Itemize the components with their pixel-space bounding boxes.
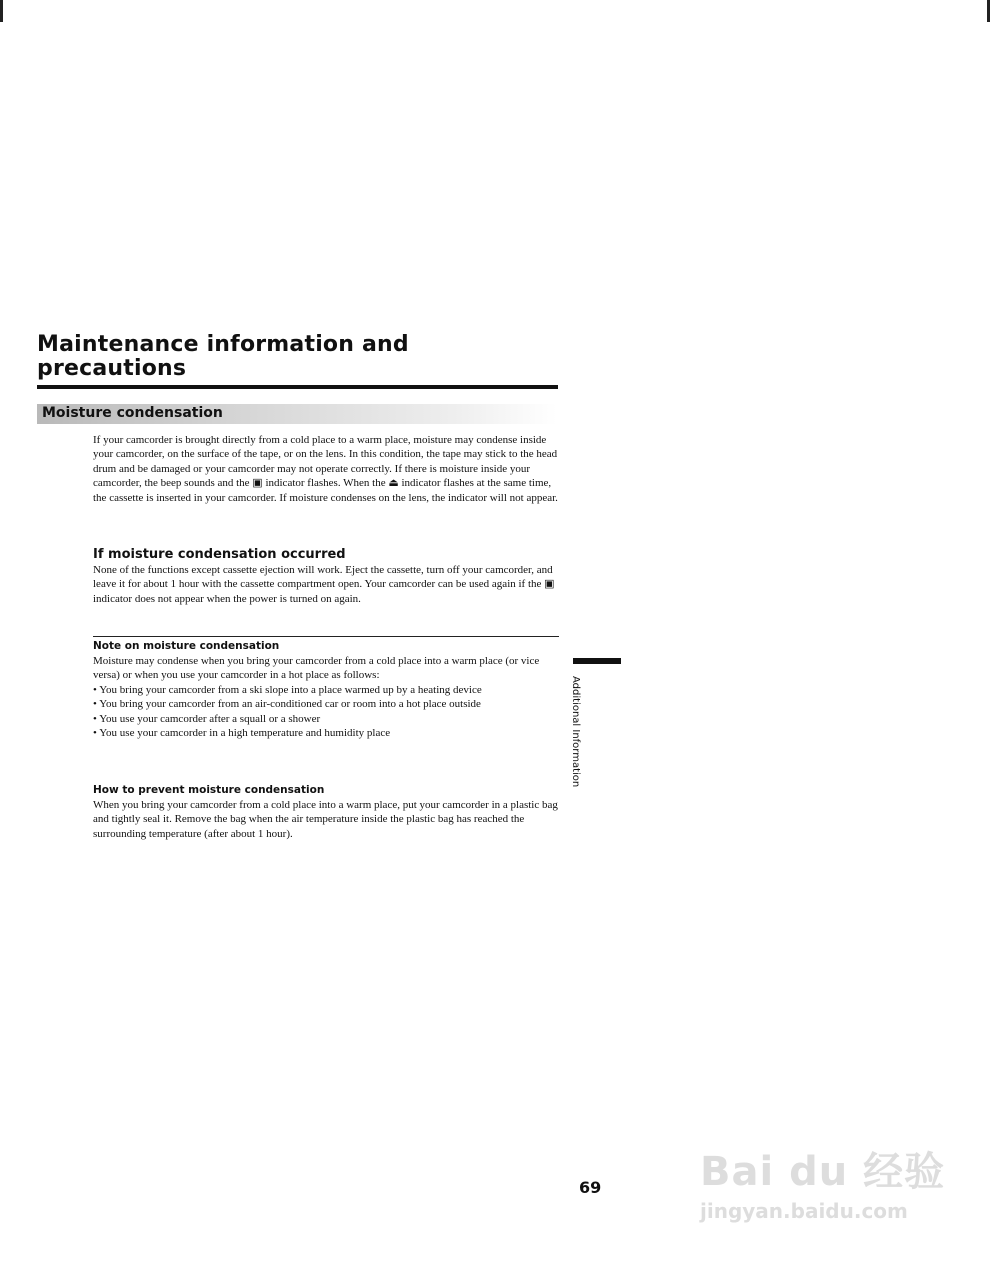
prevent-heading: How to prevent moisture condensation	[93, 784, 325, 796]
list-item: • You bring your camcorder from an air-conditioned car or room into a hot place outside	[93, 698, 481, 711]
list-item: • You bring your camcorder from a ski slope into a place warmed up by a heating device	[93, 683, 482, 696]
page-title	[37, 333, 409, 381]
watermark-url: jingyan.baidu.com	[700, 1199, 908, 1223]
note-rule	[93, 636, 559, 637]
side-tab-label: Additional Information	[570, 676, 581, 788]
note-body	[93, 654, 563, 740]
title-line: precautions	[37, 356, 187, 381]
watermark-brand: Bai du 经验	[700, 1149, 946, 1195]
side-tab-marker	[573, 658, 621, 664]
intro-paragraph: If your camcorder is brought directly from a cold place to a warm place, moisture may condense inside your camcorder, on the surface of the tape, or on the lens. In this condition, the tape may stick to the head drum and be damaged or your camcorder may not operate correctly. If there is moisture inside your camcorder, the beep sounds and the ▣ indicator flashes. When the ⏏ indicator flashes at the same time, the cassette is inserted in your camcorder. If moisture condenses on the lens, the indicator will not appear.	[93, 434, 558, 504]
list-item: • You use your camcorder in a high temperature and humidity place	[93, 727, 391, 740]
title-line: Maintenance information and	[37, 332, 409, 357]
list-item: • You use your camcorder after a squall or a shower	[93, 712, 321, 725]
scan-edge	[0, 0, 3, 22]
note-list	[93, 683, 563, 741]
watermark-logo	[700, 1140, 945, 1223]
prevent-paragraph: When you bring your camcorder from a cold place into a warm place, put your camcorder in a plastic bag and tightly seal it. Remove the bag when the air temperature inside the plastic bag has reached the surrounding temperature (after about 1 hour).	[93, 799, 558, 840]
occurred-paragraph: None of the functions except cassette ejection will work. Eject the cassette, turn off your camcorder, and leave it for about 1 hour with the cassette compartment open. Your camcorder can be used again if the ▣ indicator does not appear when the power is turned on again.	[93, 564, 555, 605]
occurred-heading: If moisture condensation occurred	[93, 547, 346, 562]
page-number: 69	[579, 1178, 602, 1197]
note-paragraph: Moisture may condense when you bring your camcorder from a cold place into a warm place (or vice versa) or when you use your camcorder in a hot place as follows:	[93, 655, 540, 682]
section-heading-band	[37, 404, 557, 424]
note-heading: Note on moisture condensation	[93, 640, 280, 652]
section-heading: Moisture condensation	[42, 405, 223, 421]
title-rule	[37, 385, 558, 389]
